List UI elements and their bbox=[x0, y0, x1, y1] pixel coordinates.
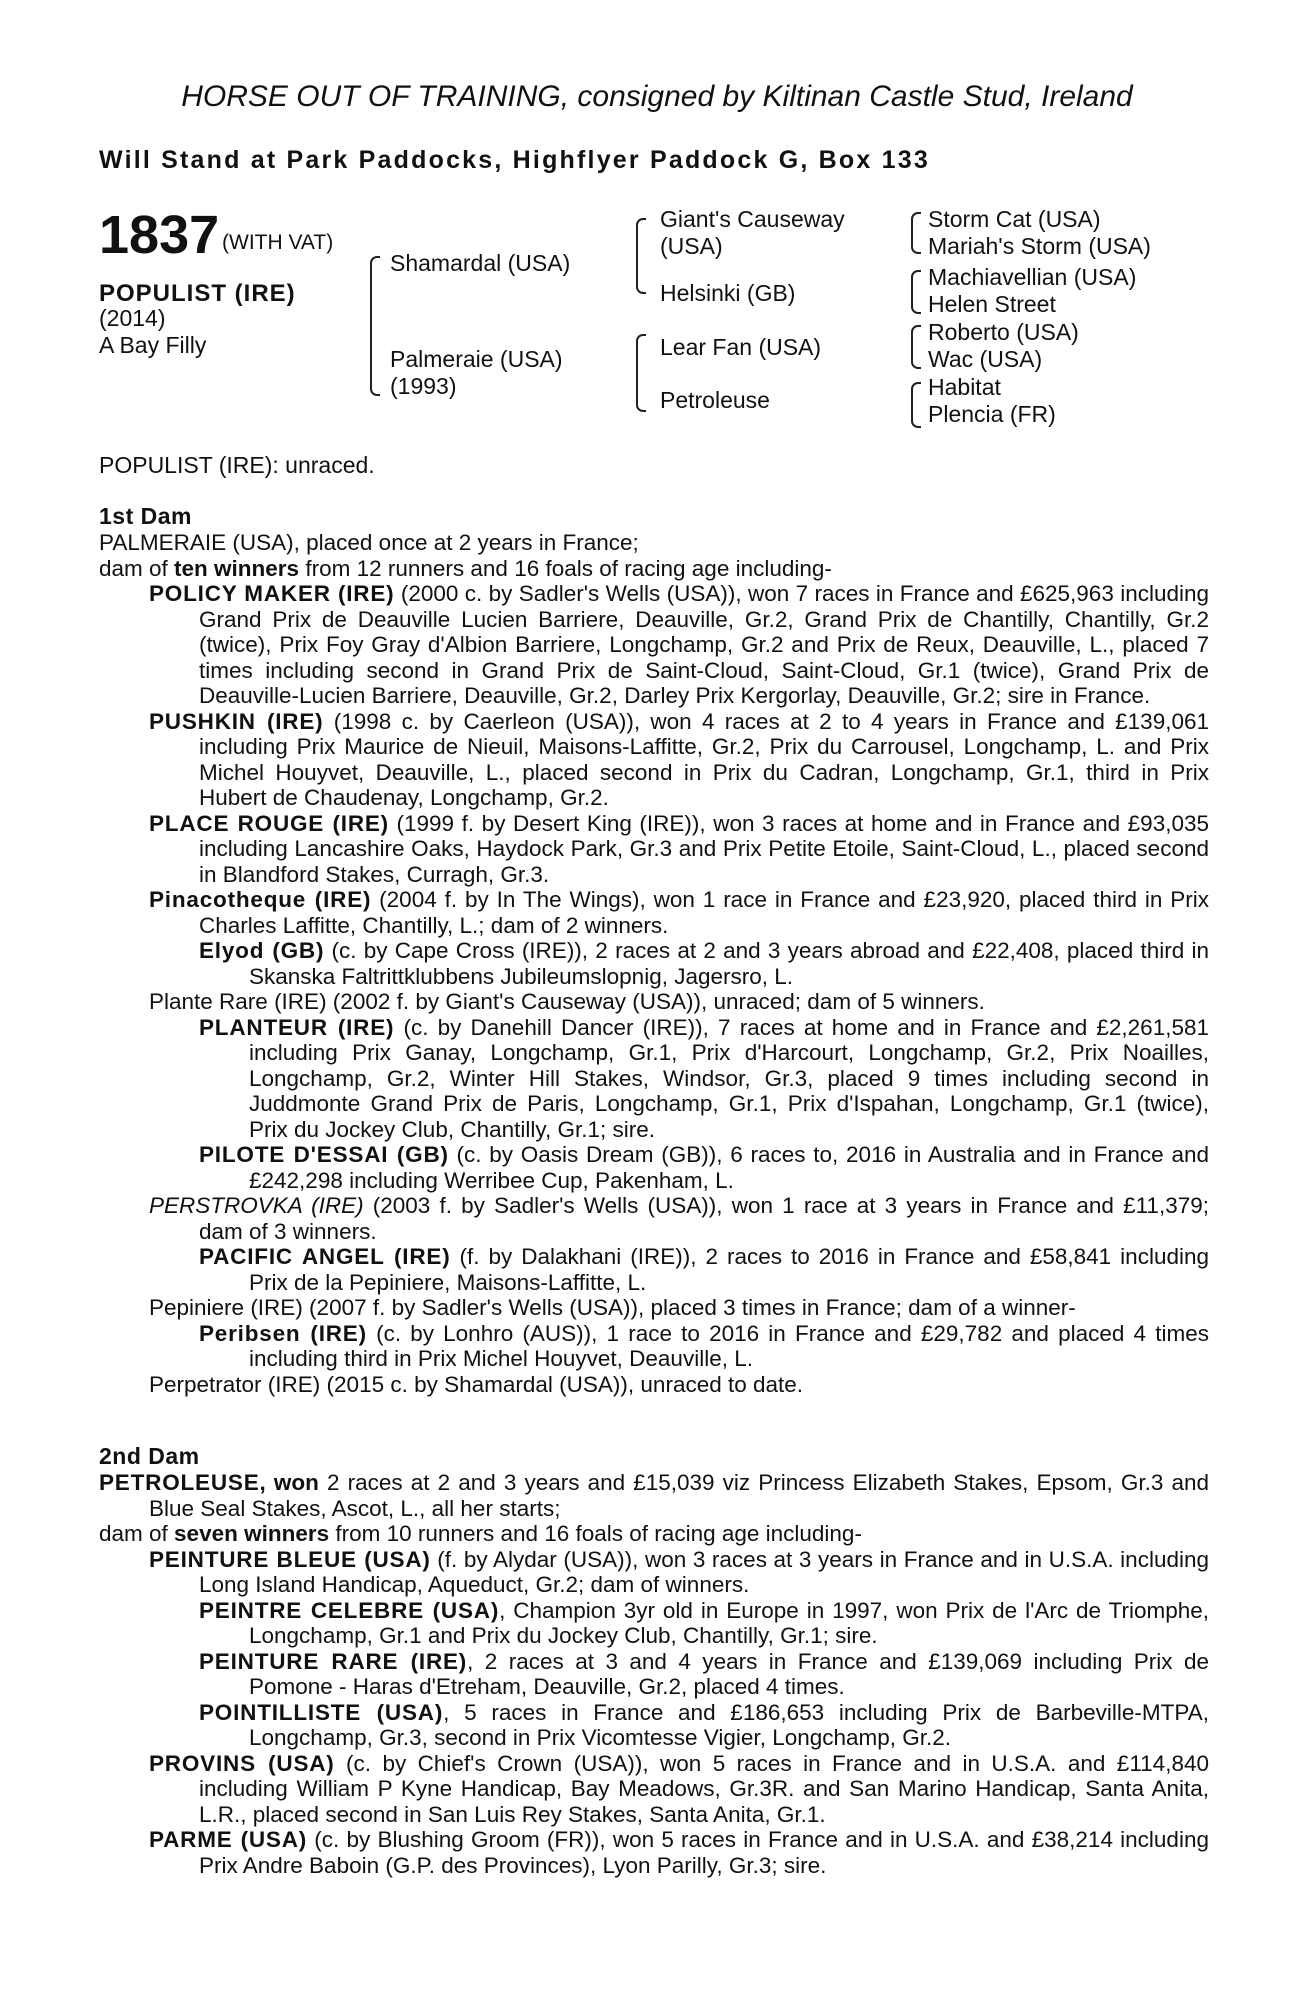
pedigree-sss: Storm Cat (USA) bbox=[928, 206, 1101, 232]
produce-entry: PEINTURE RARE (IRE), 2 races at 3 and 4 years in France and £139,069 including Prix de Pomone - Haras d'Etreham, Deauville, Gr.2, placed 4 times. bbox=[199, 1648, 1209, 1699]
page-title: HORSE OUT OF TRAINING, consigned by Kiltinan Castle Stud, Ireland bbox=[181, 80, 1133, 113]
produce-entry: PILOTE D'ESSAI (GB) (c. by Oasis Dream (GB)), 6 races to, 2016 in Australia and in France and £242,298 including Werribee Cup, Pakenham, L. bbox=[199, 1142, 1209, 1193]
second-dam-section bbox=[99, 1470, 1209, 1878]
produce-entry: PEINTURE BLEUE (USA) (f. by Alydar (USA)), won 3 races at 3 years in France and in U.S.A. including Long Island Handicap, Aqueduct, Gr.2; dam of winners. bbox=[149, 1546, 1209, 1597]
produce-entry: Pinacotheque (IRE) (2004 f. by In The Wings), won 1 race in France and £23,920, placed third in Prix Charles Laffitte, Chantilly, L.; dam of 2 winners. bbox=[149, 887, 1209, 938]
pedigree-sire-sire: Giant's Causeway bbox=[660, 206, 845, 232]
second-dam-heading: 2nd Dam bbox=[99, 1443, 200, 1469]
produce-entry: Pepiniere (IRE) (2007 f. by Sadler's Wells (USA)), placed 3 times in France; dam of a winner- bbox=[149, 1295, 1076, 1320]
race-record: POPULIST (IRE): unraced. bbox=[99, 452, 375, 478]
pedigree-sire: Shamardal (USA) bbox=[390, 250, 571, 276]
pedigree-dsd: Wac (USA) bbox=[928, 346, 1043, 372]
horse-description: A Bay Filly bbox=[99, 332, 207, 358]
produce-entry: PROVINS (USA) (c. by Chief's Crown (USA)), won 5 races in France and in U.S.A. and £114,840 including William P Kyne Handicap, Bay Meadows, Gr.3R. and San Marino Handicap, Santa Anita, L.R., placed second in San Luis Rey Stakes, Santa Anita, Gr.1. bbox=[149, 1750, 1209, 1827]
pedigree-sds: Machiavellian (USA) bbox=[928, 264, 1137, 290]
second-dam-produce: dam of seven winners from 10 runners and 16 foals of racing age including- bbox=[99, 1521, 862, 1546]
produce-entry: Plante Rare (IRE) (2002 f. by Giant's Causeway (USA)), unraced; dam of 5 winners. bbox=[149, 989, 985, 1014]
second-dam-line: PETROLEUSE, won 2 races at 2 and 3 years and £15,039 viz Princess Elizabeth Stakes, Epsom, Gr.3 and Blue Seal Stakes, Ascot, L., all her starts; bbox=[99, 1470, 1209, 1521]
pedigree-sdd: Helen Street bbox=[928, 291, 1056, 317]
produce-entry: Peribsen (IRE) (c. by Lonhro (AUS)), 1 race to 2016 in France and £29,782 and placed 4 times including third in Prix Michel Houyvet, Deauville, L. bbox=[199, 1320, 1209, 1371]
pedigree-dss: Roberto (USA) bbox=[928, 319, 1079, 345]
pedigree-dam-sire: Lear Fan (USA) bbox=[660, 334, 822, 360]
pedigree-bracket-dam bbox=[636, 334, 646, 412]
pedigree-ddd: Plencia (FR) bbox=[928, 401, 1056, 427]
pedigree-bracket-dd bbox=[911, 382, 921, 428]
pedigree-dam-year: (1993) bbox=[390, 373, 457, 399]
produce-entry: PERSTROVKA (IRE) (2003 f. by Sadler's Wells (USA)), won 1 race at 3 years in France and £11,379; dam of 3 winners. bbox=[149, 1193, 1209, 1244]
pedigree-bracket-ss bbox=[911, 212, 921, 254]
produce-entry: PACIFIC ANGEL (IRE) (f. by Dalakhani (IRE)), 2 races to 2016 in France and £58,841 including Prix de la Pepiniere, Maisons-Laffitte, L. bbox=[199, 1244, 1209, 1295]
first-dam-line: PALMERAIE (USA), placed once at 2 years in France; bbox=[99, 530, 639, 555]
produce-entry: POLICY MAKER (IRE) (2000 c. by Sadler's Wells (USA)), won 7 races in France and £625,963 including Grand Prix de Deauville Lucien Barriere, Deauville, Gr.2, Grand Prix de Chantilly, Chantilly, Gr.2 (twice), Prix Foy Gray d'Albion Barriere, Longchamp, Gr.2 and Prix de Reux, Deauville, L., placed 7 times including second in Grand Prix de Saint-Cloud, Saint-Cloud, Gr.1 (twice), Grand Prix de Deauville-Lucien Barriere, Deauville, Gr.2, Darley Prix Kergorlay, Deauville, Gr.2; sire in France. bbox=[149, 581, 1210, 708]
first-dam-heading: 1st Dam bbox=[99, 503, 192, 529]
stand-location: Will Stand at Park Paddocks, Highflyer Paddock G, Box 133 bbox=[99, 146, 930, 174]
produce-entry: PEINTRE CELEBRE (USA), Champion 3yr old in Europe in 1997, won Prix de l'Arc de Triomphe, Longchamp, Gr.1 and Prix du Jockey Club, Chantilly, Gr.1; sire. bbox=[199, 1597, 1209, 1648]
pedigree-sire-dam: Helsinki (GB) bbox=[660, 280, 796, 306]
produce-entry: PARME (USA) (c. by Blushing Groom (FR)), won 5 races in France and in U.S.A. and £38,214 including Prix Andre Baboin (G.P. des Provinces), Lyon Parilly, Gr.3; sire. bbox=[149, 1827, 1209, 1878]
pedigree-bracket-ds bbox=[911, 325, 921, 369]
produce-entry: Perpetrator (IRE) (2015 c. by Shamardal (USA)), unraced to date. bbox=[149, 1371, 804, 1397]
pedigree-dds: Habitat bbox=[928, 374, 1001, 400]
pedigree-bracket-sd bbox=[911, 270, 921, 314]
vat-note: (WITH VAT) bbox=[222, 231, 334, 254]
pedigree-dam: Palmeraie (USA) bbox=[390, 346, 563, 372]
pedigree-ssd: Mariah's Storm (USA) bbox=[928, 233, 1151, 259]
produce-entry: PUSHKIN (IRE) (1998 c. by Caerleon (USA)), won 4 races at 2 to 4 years in France and £139,061 including Prix Maurice de Nieuil, Maisons-Laffitte, Gr.2, Prix du Carrousel, Longchamp, L. and Prix Michel Houyvet, Deauville, L., placed second in Prix du Cadran, Longchamp, Gr.1, third in Prix Hubert de Chaudenay, Longchamp, Gr.2. bbox=[149, 708, 1210, 810]
produce-entry: Elyod (GB) (c. by Cape Cross (IRE)), 2 races at 2 and 3 years abroad and £22,408, placed third in Skanska Faltrittklubbens Jubileumslopnig, Jagersro, L. bbox=[199, 938, 1209, 989]
produce-entry: PLANTEUR (IRE) (c. by Danehill Dancer (IRE)), 7 races at home and in France and £2,261,581 including Prix Ganay, Longchamp, Gr.1, Prix d'Harcourt, Longchamp, Gr.2, Prix Noailles, Longchamp, Gr.2, Winter Hill Stakes, Windsor, Gr.3, placed 9 times including second in Juddmonte Grand Prix de Paris, Longchamp, Gr.1, Prix d'Ispahan, Longchamp, Gr.1 (twice), Prix du Jockey Club, Chantilly, Gr.1; sire. bbox=[199, 1014, 1209, 1142]
pedigree-dam-dam: Petroleuse bbox=[660, 387, 770, 413]
pedigree-bracket-main bbox=[370, 256, 380, 396]
first-dam-section bbox=[99, 530, 1209, 1397]
first-dam-produce: dam of ten winners from 12 runners and 16 foals of racing age including- bbox=[99, 555, 832, 581]
pedigree-sire-sire-country: (USA) bbox=[660, 233, 723, 259]
horse-name: POPULIST (IRE) bbox=[99, 280, 296, 307]
lot-number: 1837 bbox=[99, 205, 220, 265]
produce-entry: POINTILLISTE (USA), 5 races in France and £186,653 including Prix de Barbeville-MTPA, Longchamp, Gr.3, second in Prix Vicomtesse Vigier, Longchamp, Gr.2. bbox=[199, 1699, 1209, 1750]
produce-entry: PLACE ROUGE (IRE) (1999 f. by Desert King (IRE)), won 3 races at home and in France and £93,035 including Lancashire Oaks, Haydock Park, Gr.3 and Prix Petite Etoile, Saint-Cloud, L., placed second in Blandford Stakes, Curragh, Gr.3. bbox=[149, 810, 1209, 887]
horse-year: (2014) bbox=[99, 305, 166, 331]
pedigree-bracket-sire bbox=[636, 218, 646, 294]
